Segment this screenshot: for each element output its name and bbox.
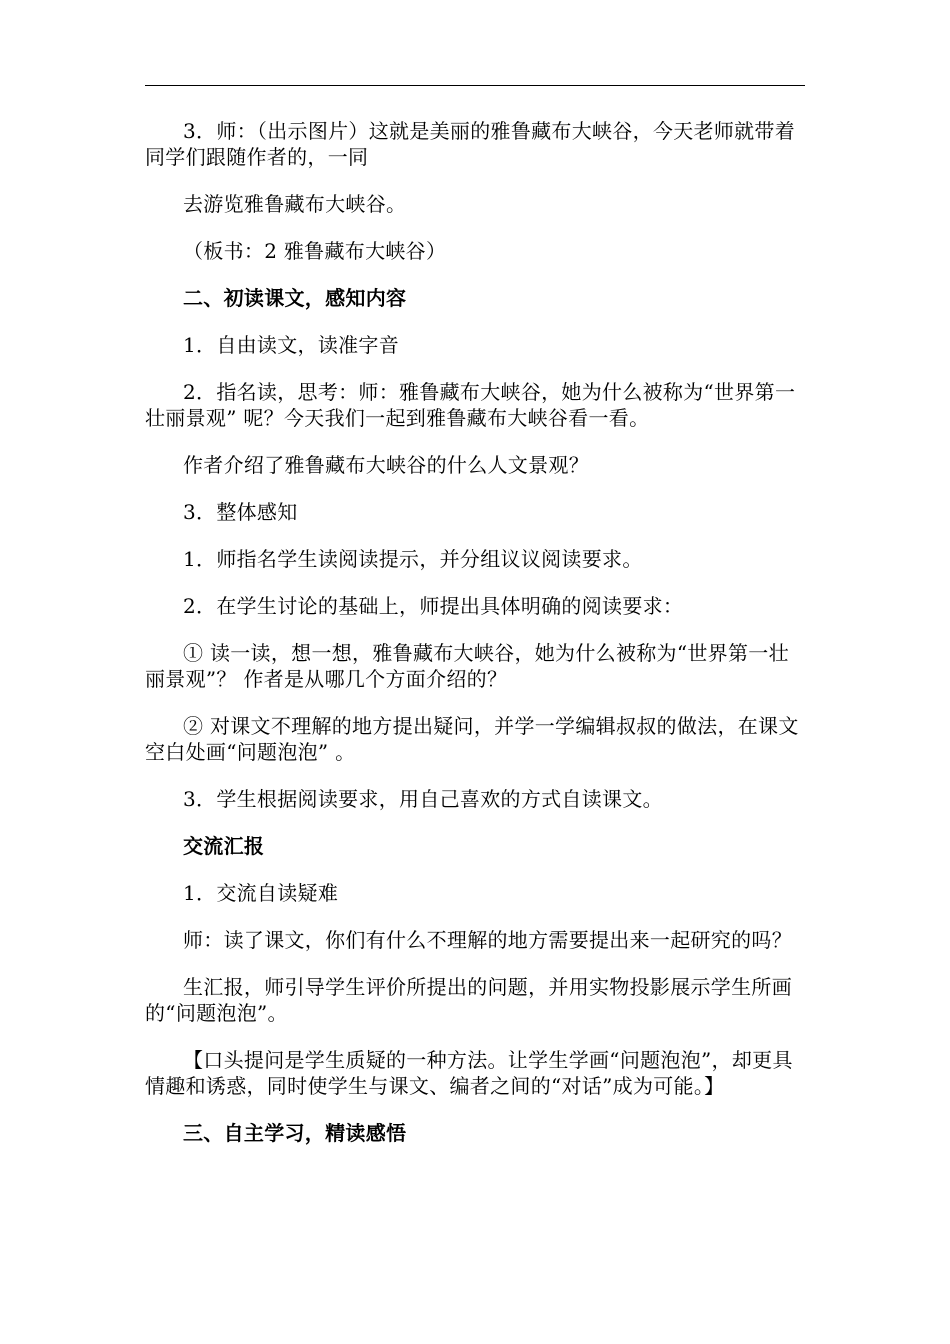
paragraph-free-read: 1．自由读文，读准字音 (183, 333, 400, 357)
paragraph-board-note: （板书：2 雅鲁藏布大峡谷） (183, 239, 447, 263)
paragraph-named-read: 2．指名读，思考：师：雅鲁藏布大峡谷，她为什么被称为“世界第一壮丽景观” 呢？今天我们一起到雅鲁藏布大峡谷看一看。 (145, 380, 796, 430)
section-heading-2: 二、初读课文，感知内容 (183, 286, 407, 310)
header-rule (145, 85, 805, 86)
paragraph-requirement-2: ② 对课文不理解的地方提出疑问，并学一学编辑叔叔的做法，在课文空白处画“问题泡泡” 。 (145, 714, 799, 764)
paragraph-step-3: 3．学生根据阅读要求，用自己喜欢的方式自读课文。 (183, 787, 663, 811)
paragraph-exchange: 1．交流自读疑难 (183, 881, 339, 905)
document-body (145, 118, 807, 1167)
section-heading-report: 交流汇报 (183, 834, 265, 858)
paragraph-student-report: 生汇报，师引导学生评价所提出的问题，并用实物投影展示学生所画的“问题泡泡”。 (145, 975, 792, 1025)
paragraph-step-2: 2．在学生讨论的基础上，师提出具体明确的阅读要求： (183, 594, 684, 618)
paragraph-note: 【口头提问是学生质疑的一种方法。让学生学画“问题泡泡”，却更具情趣和诱惑，同时使学生与课文、编者之间的“对话”成为可能。】 (145, 1048, 793, 1098)
paragraph-teacher-ask: 师：读了课文，你们有什么不理解的地方需要提出来一起研究的吗？ (183, 928, 792, 952)
paragraph-question: 作者介绍了雅鲁藏布大峡谷的什么人文景观？ (183, 453, 589, 477)
paragraph-step-1: 1．师指名学生读阅读提示，并分组议议阅读要求。 (183, 547, 643, 571)
paragraph-teacher-intro: 3．师：（出示图片）这就是美丽的雅鲁藏布大峡谷，今天老师就带着同学们跟随作者的，一同 (145, 119, 796, 169)
paragraph-tour: 去游览雅鲁藏布大峡谷。 (183, 192, 407, 216)
paragraph-overall: 3．整体感知 (183, 500, 298, 524)
section-heading-3: 三、自主学习，精读感悟 (183, 1121, 407, 1145)
paragraph-requirement-1: ① 读一读，想一想，雅鲁藏布大峡谷，她为什么被称为“世界第一壮丽景观”？ 作者是从哪几个方面介绍的？ (145, 641, 789, 691)
